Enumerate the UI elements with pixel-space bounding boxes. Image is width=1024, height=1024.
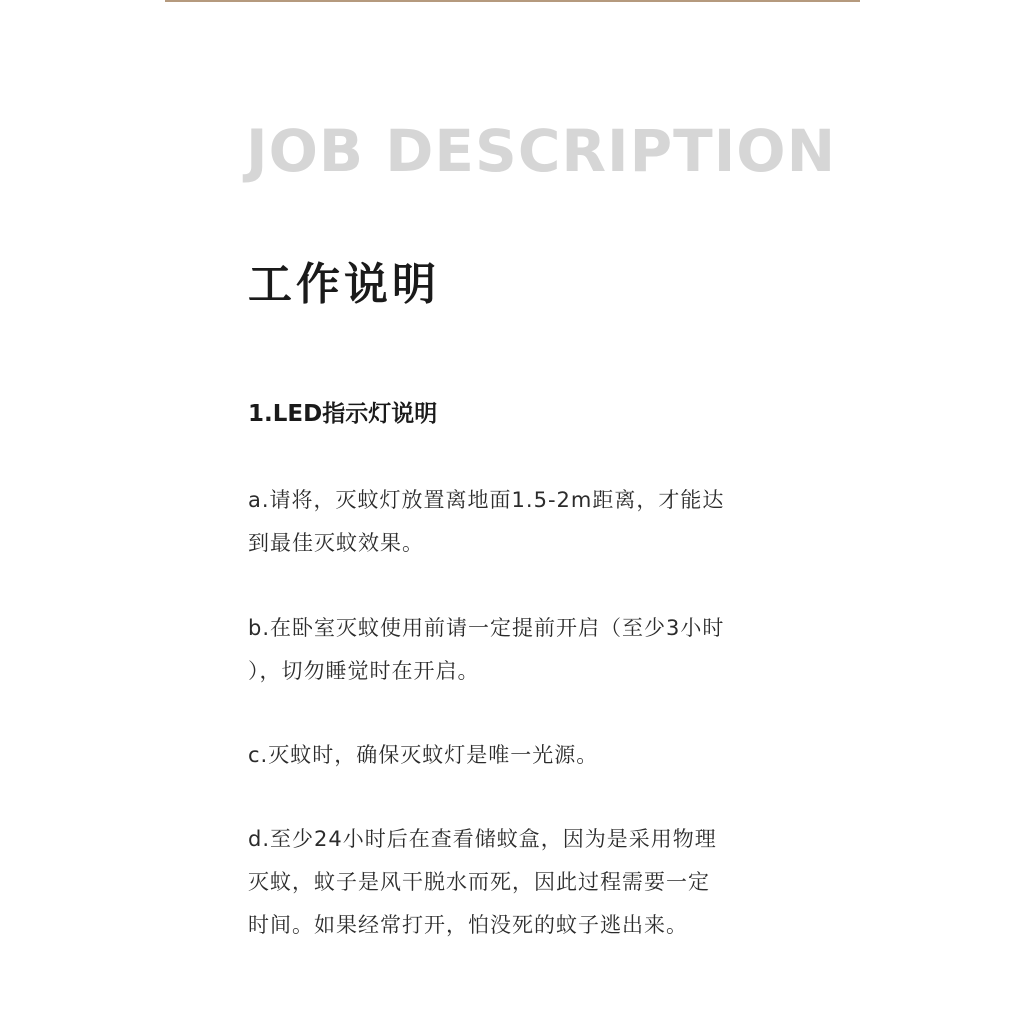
paragraph-b-line-1: b.在卧室灭蚊使用前请一定提前开启（至少3小时: [248, 616, 725, 640]
paragraph-a-line-1: a.请将，灭蚊灯放置离地面1.5-2m距离，才能达: [248, 488, 725, 512]
paragraph-c-line-1: c.灭蚊时，确保灭蚊灯是唯一光源。: [248, 743, 599, 767]
paragraph-d: [248, 818, 808, 947]
top-divider: [165, 0, 860, 2]
paragraph-c: [248, 734, 808, 777]
paragraph-d-line-2: 灭蚊，蚊子是风干脱水而死，因此过程需要一定: [248, 870, 710, 894]
paragraph-a-line-2: 到最佳灭蚊效果。: [248, 531, 424, 555]
section-heading: 1.LED指示灯说明: [248, 401, 438, 427]
chinese-title: 工作说明: [248, 259, 440, 310]
paragraph-b-line-2: ），切勿睡觉时在开启。: [248, 659, 480, 683]
paragraph-d-line-3: 时间。如果经常打开，怕没死的蚊子逃出来。: [248, 913, 688, 937]
english-title: JOB DESCRIPTION: [246, 117, 837, 185]
paragraph-b: [248, 607, 808, 693]
paragraph-d-line-1: d.至少24小时后在查看储蚊盒，因为是采用物理: [248, 827, 717, 851]
paragraph-a: [248, 479, 808, 565]
